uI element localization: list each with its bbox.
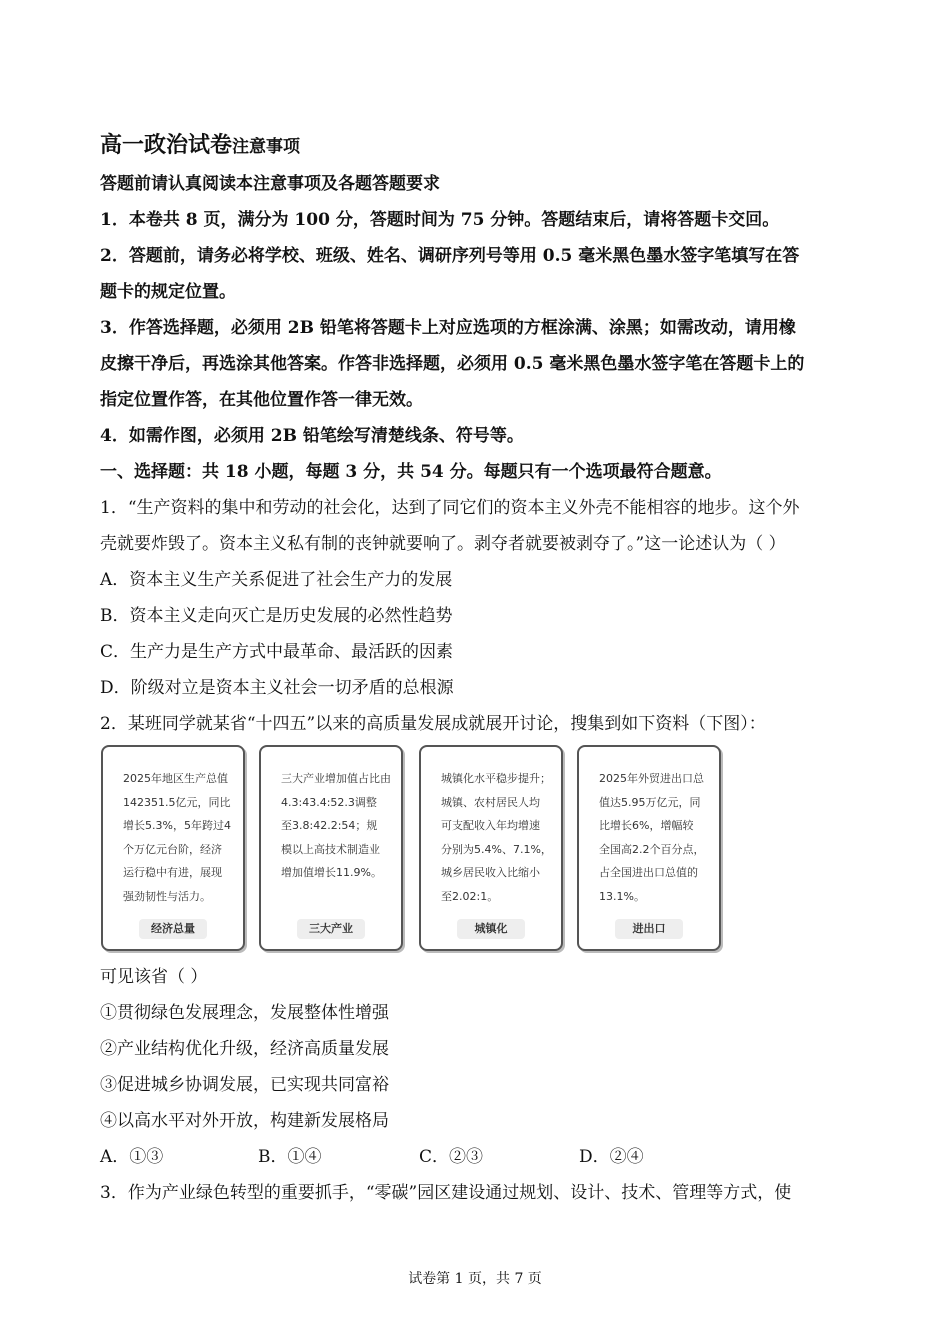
q2-statement: ③促进城乡协调发展，已实现共同富裕 — [100, 1075, 389, 1095]
card-label: 三大产业 — [297, 919, 365, 939]
notice-line: 2．答题前，请务必将学校、班级、姓名、调研序列号等用 0.5 毫米黑色墨水签字笔填写在答 — [100, 246, 800, 266]
q2-statement: ①贯彻绿色发展理念，发展整体性增强 — [100, 1003, 389, 1023]
notice-line: 1．本卷共 8 页，满分为 100 分，答题时间为 75 分钟。答题结束后，请将答题卡交回。 — [100, 210, 780, 230]
card-text: 2025年地区生产总值 142351.5亿元，同比 增长5.3%，5年跨过4 个万亿元台阶，经济 运行稳中有进，展现 强劲韧性与活力。 — [123, 772, 231, 903]
section-heading: 一、选择题：共 18 小题，每题 3 分，共 54 分。每题只有一个选项最符合题意。 — [100, 462, 722, 482]
q2-statement: ②产业结构优化升级，经济高质量发展 — [100, 1039, 389, 1059]
info-card-urbanization — [419, 745, 563, 951]
page-title — [100, 128, 300, 159]
q1-stem: 1．“生产资料的集中和劳动的社会化，达到了同它们的资本主义外壳不能相容的地步。这个外 — [100, 498, 800, 518]
notice-line: 题卡的规定位置。 — [100, 282, 236, 302]
notice-line: 指定位置作答，在其他位置作答一律无效。 — [100, 390, 423, 410]
q1-stem: 壳就要炸毁了。资本主义私有制的丧钟就要响了。剥夺者就要被剥夺了。”这一论述认为（ ） — [100, 534, 786, 554]
info-card-trade — [577, 745, 721, 951]
notice-line: 4．如需作图，必须用 2B 铅笔绘写清楚线条、符号等。 — [100, 426, 524, 446]
exam-title: 高一政治试卷 — [100, 132, 233, 158]
card-text: 三大产业增加值占比由 4.3:43.4:52.3调整 至3.8:42.2:54；规 模以上高技术制造业 增加值增长11.9%。 — [281, 772, 391, 879]
q2-option-c: C．②③ — [419, 1147, 484, 1167]
q2-option-d: D．②④ — [579, 1147, 644, 1167]
q3-stem: 3．作为产业绿色转型的重要抓手，“零碳”园区建设通过规划、设计、技术、管理等方式，使 — [100, 1183, 792, 1203]
card-label: 城镇化 — [457, 919, 525, 939]
q2-info-cards — [101, 745, 726, 951]
info-card-economy — [101, 745, 245, 951]
notice-line: 3．作答选择题，必须用 2B 铅笔将答题卡上对应选项的方框涂满、涂黑；如需改动，请用橡 — [100, 318, 796, 338]
q2-option-b: B．①④ — [258, 1147, 322, 1167]
notice-line: 皮擦干净后，再选涂其他答案。作答非选择题，必须用 0.5 毫米黑色墨水签字笔在答题卡上的 — [100, 354, 805, 374]
q2-option-a: A．①③ — [100, 1147, 164, 1167]
q2-stem: 2．某班同学就某省“十四五”以来的高质量发展成就展开讨论，搜集到如下资料（下图）： — [100, 714, 766, 734]
card-text: 2025年外贸进出口总 值达5.95万亿元，同 比增长6%，增幅较 全国高2.2个百分点， 占全国进出口总值的 13.1%。 — [599, 772, 705, 903]
notice-title: 注意事项 — [232, 137, 301, 157]
info-card-industries — [259, 745, 403, 951]
q1-option-c: C．生产力是生产方式中最革命、最活跃的因素 — [100, 642, 454, 662]
q2-lead: 可见该省（ ） — [100, 967, 208, 987]
q2-statement: ④以高水平对外开放，构建新发展格局 — [100, 1111, 389, 1131]
page-footer: 试卷第 1 页，共 7 页 — [408, 1271, 542, 1287]
notice-heading: 答题前请认真阅读本注意事项及各题答题要求 — [100, 174, 440, 194]
q1-option-d: D．阶级对立是资本主义社会一切矛盾的总根源 — [100, 678, 454, 698]
card-label: 进出口 — [615, 919, 683, 939]
q1-option-b: B．资本主义走向灭亡是历史发展的必然性趋势 — [100, 606, 453, 626]
card-label: 经济总量 — [139, 919, 207, 939]
q1-option-a: A．资本主义生产关系促进了社会生产力的发展 — [100, 570, 453, 590]
card-text: 城镇化水平稳步提升； 城镇、农村居民人均 可支配收入年均增速 分别为5.4%、7.1%， 城乡居民收入比缩小 至2.02:1。 — [441, 772, 552, 903]
